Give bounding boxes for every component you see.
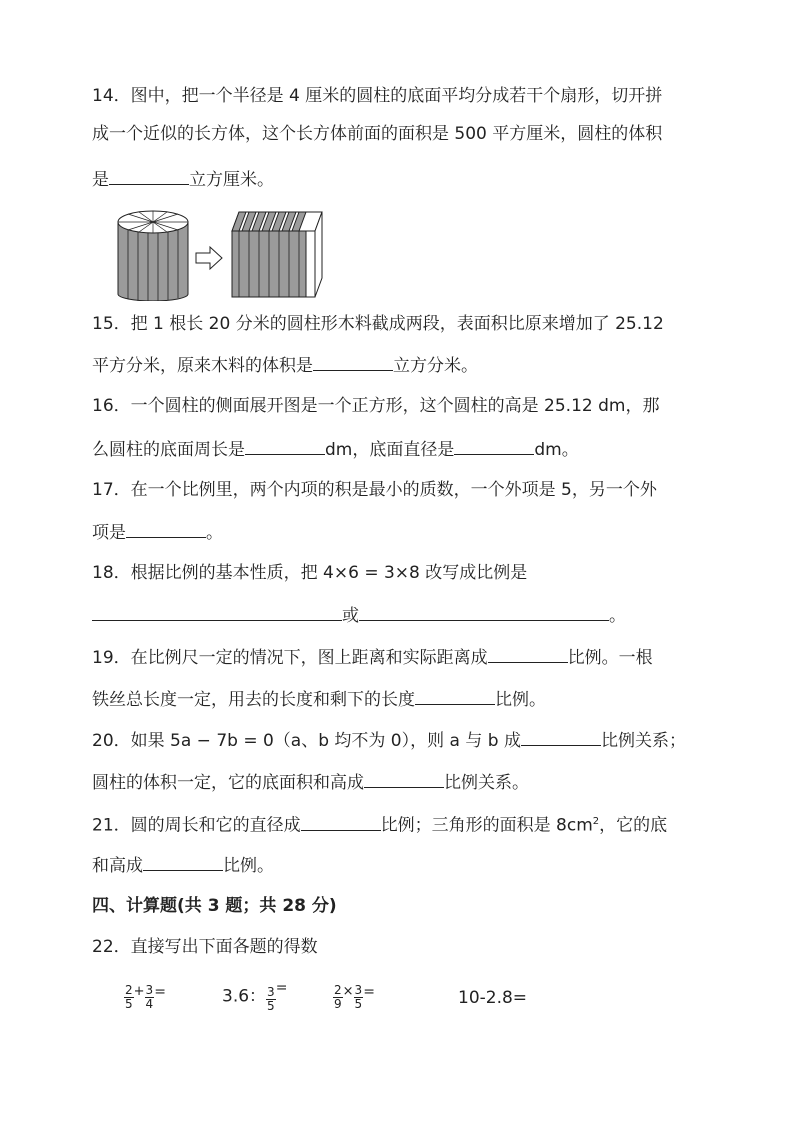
q20-line-1: 20．如果 5a − 7b = 0（a、b 均不为 0），则 a 与 b 成 比例关系； (92, 731, 686, 751)
cylinder-to-cuboid-figure (110, 206, 335, 301)
answer-blank[interactable] (454, 438, 534, 455)
q17-line-2: 项是 。 (92, 523, 223, 543)
answer-blank[interactable] (109, 168, 189, 185)
answer-blank[interactable] (488, 646, 568, 663)
q14-line-2: 成一个近似的长方体，这个长方体前面的面积是 500 平方厘米，圆柱的体积 (92, 124, 663, 144)
q15-line-2: 平方分米，原来木料的体积是 立方分米。 (92, 356, 478, 376)
answer-blank[interactable] (143, 854, 223, 871)
right-arrow-icon (196, 247, 222, 269)
q20-line-2: 圆柱的体积一定，它的底面积和高成 比例关系。 (92, 773, 529, 793)
q18-line-1: 18．根据比例的基本性质，把 4×6 = 3×8 改写成比例是 (92, 563, 528, 583)
answer-blank[interactable] (364, 771, 444, 788)
answer-blank[interactable] (415, 688, 495, 705)
q18-line-2: 或 。 (92, 604, 626, 626)
answer-blank[interactable] (301, 814, 381, 831)
answer-blank[interactable] (359, 604, 609, 621)
q21-line-2: 和高成 比例。 (92, 856, 274, 876)
answer-blank[interactable] (92, 604, 342, 621)
calc-item-4: 10-2.8= (458, 988, 528, 1008)
calc-item-3: $\frac{2}{9}$ × $\frac{3}{5}$ = (334, 983, 375, 1011)
sliced-cylinder (118, 211, 188, 301)
q17-line-1: 17．在一个比例里，两个内项的积是最小的质数，一个外项是 5，另一个外 (92, 480, 657, 500)
q16-line-2: 么圆柱的底面周长是 dm，底面直径是 dm。 (92, 440, 579, 460)
answer-blank[interactable] (521, 729, 601, 746)
section-heading: 四、计算题(共 3 题；共 28 分) (92, 896, 337, 916)
q19-line-2: 铁丝总长度一定，用去的长度和剩下的长度 比例。 (92, 690, 546, 710)
answer-blank[interactable] (126, 521, 206, 538)
approximate-cuboid (232, 212, 322, 297)
answer-blank[interactable] (313, 354, 393, 371)
calc-item-1: $\frac{2}{5}$ + $\frac{3}{4}$ = (125, 983, 166, 1011)
q19-line-1: 19．在比例尺一定的情况下，图上距离和实际距离成 比例。一根 (92, 648, 653, 668)
q22-title: 22．直接写出下面各题的得数 (92, 937, 318, 957)
q16-line-1: 16．一个圆柱的侧面展开图是一个正方形，这个圆柱的高是 25.12 dm，那 (92, 396, 660, 416)
q14-line-1: 14．图中，把一个半径是 4 厘米的圆柱的底面平均分成若干个扇形，切开拼 (92, 86, 663, 106)
answer-blank[interactable] (245, 438, 325, 455)
q14-line-3: 是 立方厘米。 (92, 170, 274, 190)
q15-line-1: 15．把 1 根长 20 分米的圆柱形木料截成两段，表面积比原来增加了 25.12 (92, 314, 664, 334)
calc-item-2: 3.6： $\frac{3}{5}$ = (222, 980, 288, 1013)
q21-line-1: 21．圆的周长和它的直径成 比例；三角形的面积是 $8cm^2$，它的底 (92, 815, 668, 836)
